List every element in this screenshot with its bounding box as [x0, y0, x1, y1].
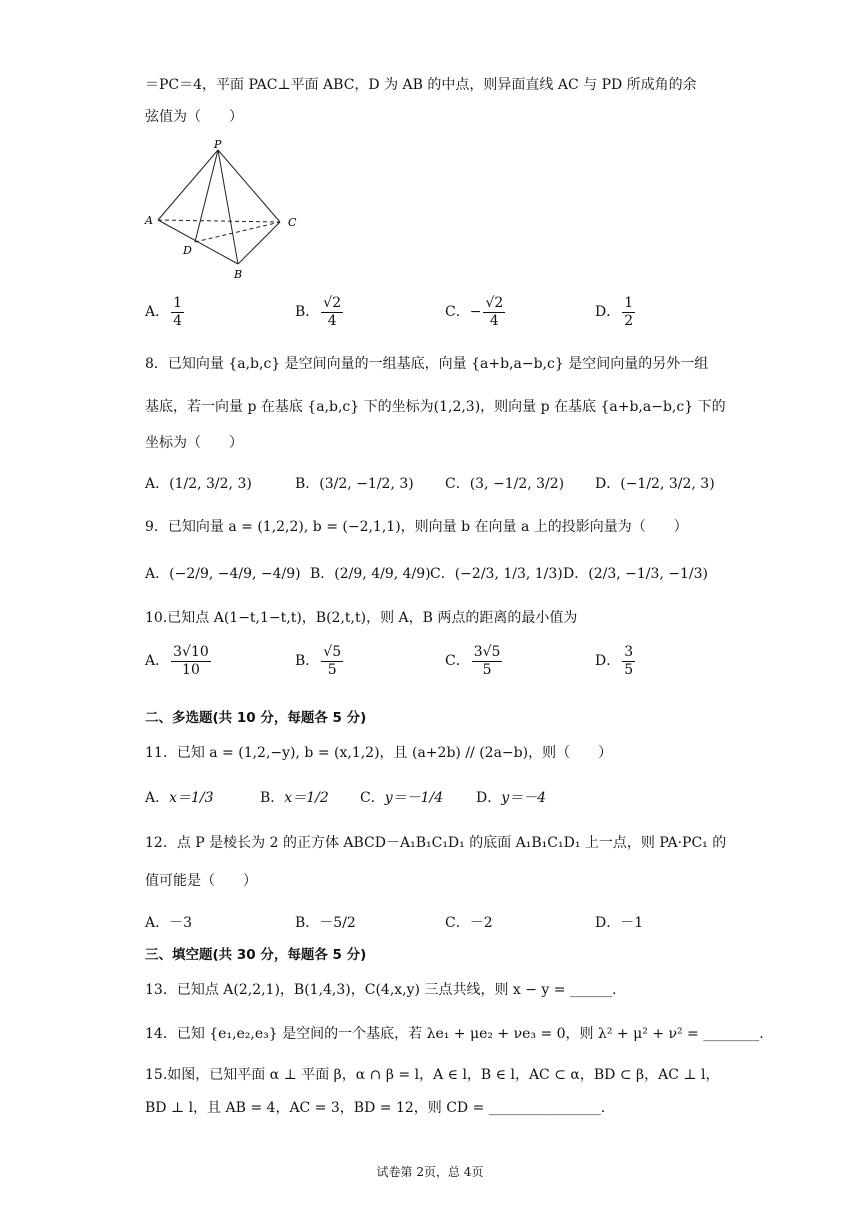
q12-option-c: C．－2: [445, 915, 493, 931]
q14-line1: 14．已知 {e₁,e₂,e₃} 是空间的一个基底，若 λe₁ + μe₂ + νe₃ = 0，则 λ² + μ² + ν² = ________.: [145, 1026, 764, 1042]
q10-option-a: A． $\frac{3√10}{10}$: [145, 644, 209, 678]
q12-line1: 12．点 P 是棱长为 2 的正方体 ABCD－A₁B₁C₁D₁ 的底面 A₁B₁C₁D₁ 上一点，则 PA·PC₁ 的: [145, 835, 727, 851]
q7-tetrahedron-figure: [140, 138, 320, 278]
q7-option-d: D． $\frac{1}{2}$: [595, 295, 634, 329]
q11-line1: 11．已知 a = (1,2,−y), b = (x,1,2)，且 (a+2b) // (2a−b)，则（ ）: [145, 745, 613, 761]
q10-line1: 10.已知点 A(1−t,1−t,t)，B(2,t,t)，则 A，B 两点的距离的最小值为: [145, 610, 578, 626]
q8-line1: 8．已知向量 {a,b,c} 是空间向量的一组基底，向量 {a+b,a−b,c} 是空间向量的另外一组: [145, 356, 709, 372]
q9-option-c: C．(−2/3, 1/3, 1/3): [430, 566, 563, 582]
figure-label-d: D: [183, 244, 192, 257]
q8-line2: 基底，若一向量 p 在基底 {a,b,c} 下的坐标为(1,2,3)，则向量 p 在基底 {a+b,a−b,c} 下的: [145, 399, 726, 415]
q7-option-c: C．− $\frac{√2}{4}$: [445, 295, 504, 329]
q13-line1: 13．已知点 A(2,2,1)，B(1,4,3)，C(4,x,y) 三点共线，则 x − y = ______.: [145, 982, 617, 998]
q9-option-b: B．(2/9, 4/9, 4/9): [310, 566, 431, 582]
q10-option-b: B． $\frac{√5}{5}$: [295, 644, 342, 678]
q9-option-a: A．(−2/9, −4/9, −4/9): [145, 566, 301, 582]
q11-option-a: A．x＝1/3: [145, 790, 214, 806]
q11-option-b: B．x＝1/2: [260, 790, 329, 806]
q12-option-d: D．－1: [595, 915, 644, 931]
q8-option-c: C．(3, −1/2, 3/2): [445, 476, 565, 492]
q9-option-d: D．(2/3, −1/3, −1/3): [563, 566, 709, 582]
figure-label-p: P: [214, 138, 222, 151]
q11-option-d: D．y＝－4: [476, 790, 547, 806]
q8-option-a: A．(1/2, 3/2, 3): [145, 476, 252, 492]
q7-option-b: B． $\frac{√2}{4}$: [295, 295, 342, 329]
q7-line2: 弦值为（ ）: [145, 109, 243, 125]
figure-label-b: B: [234, 268, 243, 278]
q8-option-d: D．(−1/2, 3/2, 3): [595, 476, 715, 492]
q10-option-c: C． $\frac{3√5}{5}$: [445, 644, 501, 678]
q9-line1: 9．已知向量 a = (1,2,2), b = (−2,1,1)，则向量 b 在向量 a 上的投影向量为（ ）: [145, 519, 688, 535]
figure-label-c: C: [288, 216, 297, 229]
q12-option-a: A．－3: [145, 915, 193, 931]
section-fill-blank-heading: 三、填空题(共 30 分，每题各 5 分): [145, 947, 367, 963]
q7-line1: ＝PC＝4，平面 PAC⊥平面 ABC，D 为 AB 的中点，则异面直线 AC 与 PD 所成角的余: [145, 77, 697, 93]
q12-option-b: B．－5/2: [295, 915, 356, 931]
q15-line2: BD ⊥ l，且 AB = 4，AC = 3，BD = 12，则 CD = ________________.: [145, 1100, 606, 1116]
section-multiple-choice-heading: 二、多选题(共 10 分，每题各 5 分): [145, 710, 367, 726]
q15-line1: 15.如图，已知平面 α ⊥ 平面 β，α ∩ β = l，A ∈ l，B ∈ l，AC ⊂ α，BD ⊂ β，AC ⊥ l，: [145, 1067, 720, 1083]
q8-option-b: B．(3/2, −1/2, 3): [295, 476, 414, 492]
q12-line2: 值可能是（ ）: [145, 873, 257, 889]
page-footer: 试卷第 2页，总 4页: [376, 1165, 484, 1179]
q7-option-a: A． $\frac{1}{4}$: [145, 295, 183, 329]
q10-option-d: D． $\frac{3}{5}$: [595, 644, 634, 678]
figure-label-a: A: [145, 214, 153, 227]
q11-option-c: C．y＝－1/4: [360, 790, 444, 806]
q8-line3: 坐标为（ ）: [145, 435, 243, 451]
